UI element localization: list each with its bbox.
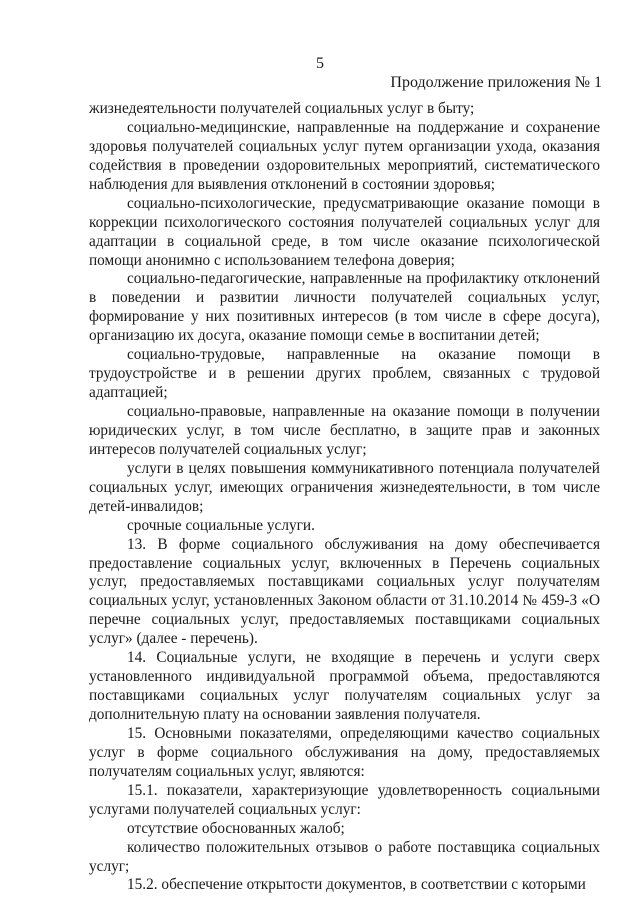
paragraph: отсутствие обоснованных жалоб;: [127, 819, 345, 837]
paragraph: срочные социальные услуги.: [127, 516, 315, 534]
paragraph: количество положительных отзывов о работе поставщика социальных услуг;: [89, 838, 600, 875]
paragraph: социально-трудовые, направленные на оказание помощи в трудоустройстве и в решении других проблем, связанных с трудовой адаптацией;: [89, 346, 600, 402]
paragraph: 15.1. показатели, характеризующие удовлетворенность социальными услугами получателей социальных услуг:: [89, 781, 600, 818]
paragraph: социально-психологические, предусматривающие оказание помощи в коррекции психологического состояния получателей социальных услуг для адаптации в социальной среде, в том числе оказание психологической помощи анонимно с использованием телефона доверия;: [89, 194, 600, 269]
paragraph: 15. Основными показателями, определяющими качество социальных услуг в форме социального обслуживания на дому, предоставляемых получателям социальных услуг, являются:: [89, 724, 600, 780]
paragraph: социально-правовые, направленные на оказание помощи в получении юридических услуг, в том числе бесплатно, в защите прав и законных интересов получателей социальных услуг;: [89, 403, 600, 458]
paragraph: 14. Социальные услуги, не входящие в перечень и услуги сверх установленного индивидуальной программой объема, предоставляются поставщиками социальных услуг получателям социальных услуг за дополнительную плату на основании заявления получателя.: [89, 649, 600, 723]
paragraph: 13. В форме социального обслуживания на дому обеспечивается предоставление социальных услуг, включенных в Перечень социальных услуг, предоставляемых поставщиками социальных услуг получателям социальных услуг, установленных Законом области от 31.10.2014 № 459-З «О перечне социальных услуг, предоставляемых поставщиками социальных услуг» (далее - перечень).: [89, 535, 600, 648]
appendix-continuation-note: Продолжение приложения № 1: [390, 74, 602, 91]
document-body: [89, 100, 600, 895]
paragraph: социально-медицинские, направленные на поддержание и сохранение здоровья получателей социальных услуг путем организации ухода, оказания содействия в проведении оздоровительных мероприятий, систематического наблюдения для выявления отклонений в состоянии здоровья;: [89, 118, 600, 193]
paragraph: 15.2. обеспечение открытости документов, в соответствии с которыми: [127, 876, 586, 894]
paragraph: услуги в целях повышения коммуникативного потенциала получателей социальных услуг, имеющих ограничения жизнедеятельности, в том числе детей-инвалидов;: [89, 459, 600, 515]
paragraph: жизнедеятельности получателей социальных услуг в быту;: [89, 100, 475, 117]
paragraph: социально-педагогические, направленные на профилактику отклонений в поведении и развитии личности получателей социальных услуг, формирование у них позитивных интересов (в том числе в сфере досуга), организацию их досуга, оказание помощи семье в воспитании детей;: [89, 270, 600, 345]
page-number: 5: [316, 55, 324, 72]
